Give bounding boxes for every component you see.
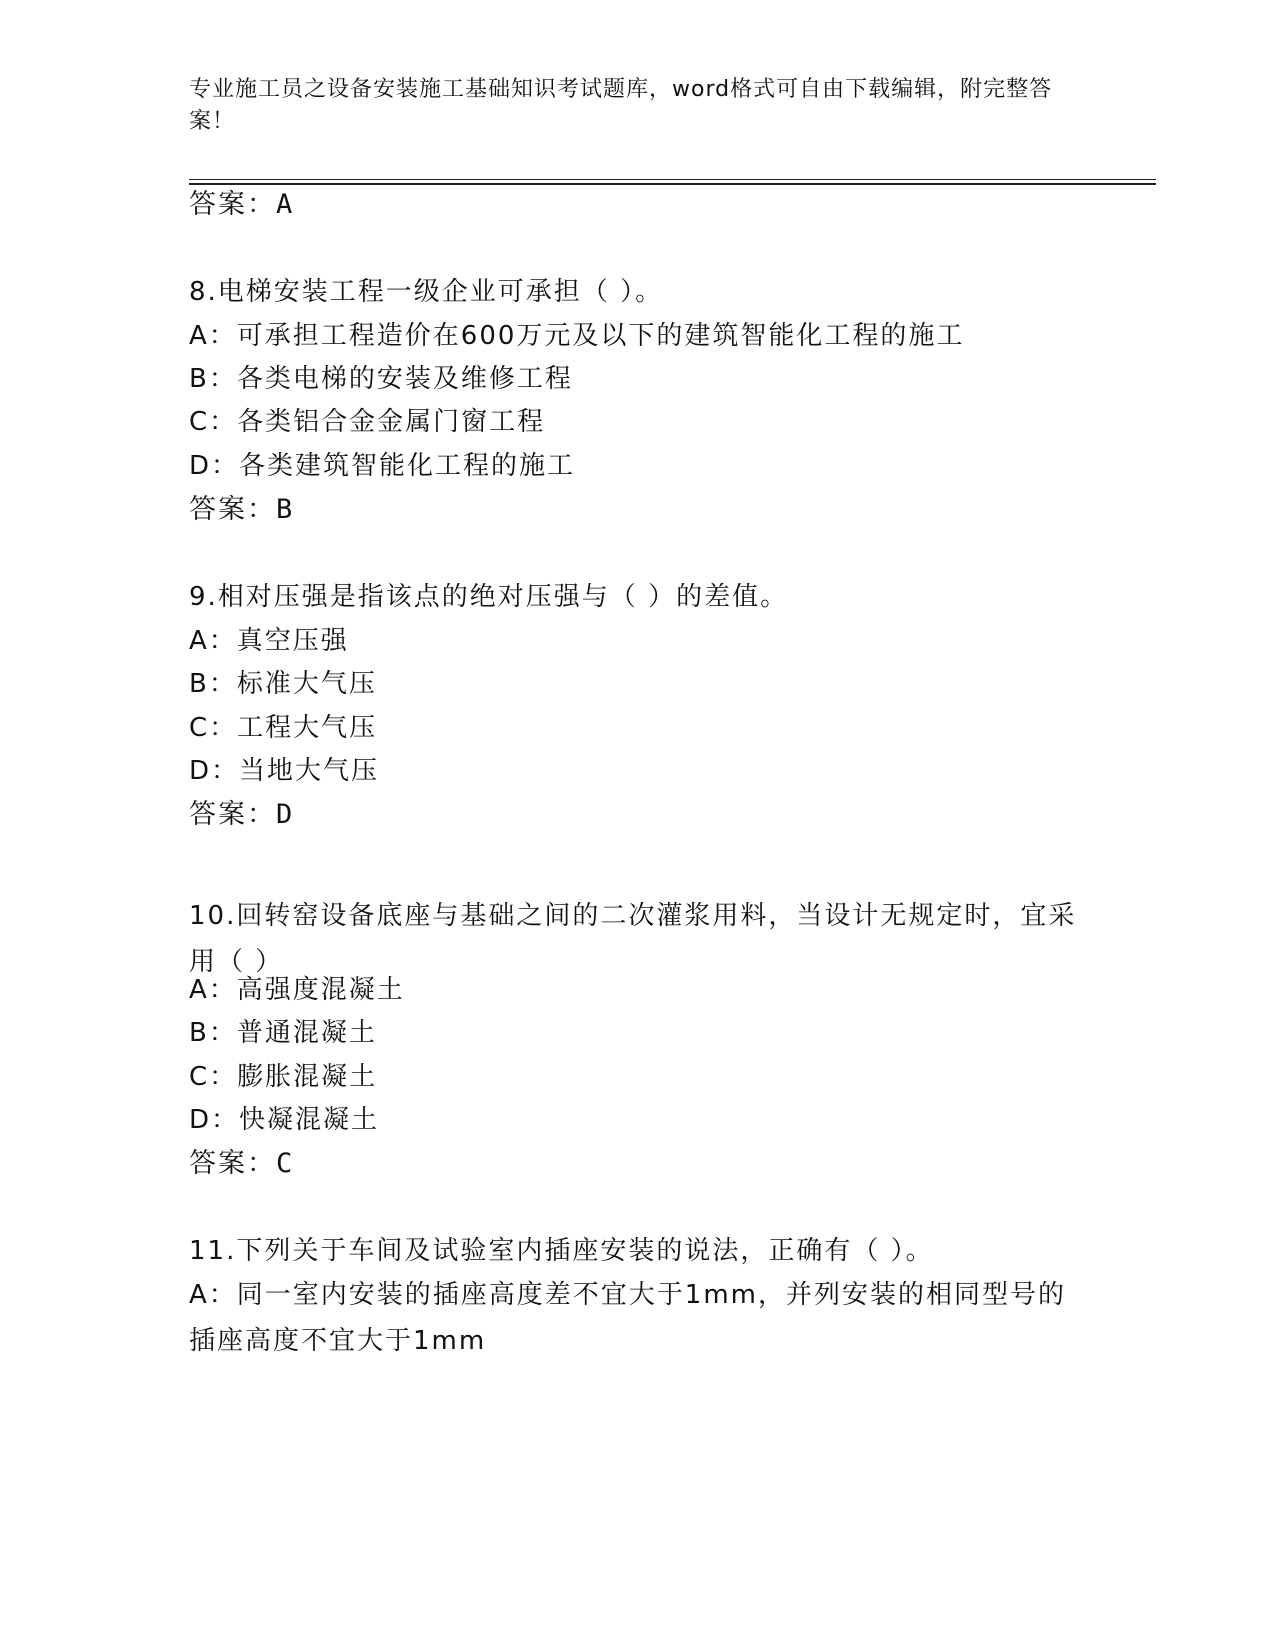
answer-value: A — [276, 189, 293, 220]
option-d: D：快凝混凝土 — [189, 1105, 380, 1135]
header-rule-thick — [189, 183, 1156, 185]
option-a: A：同一室内安装的插座高度差不宜大于1mm，并列安装的相同型号的插座高度不宜大于1mm — [189, 1280, 1066, 1356]
answer-value: C — [276, 1148, 293, 1179]
answer-line — [189, 493, 292, 527]
answer-value: B — [276, 494, 293, 525]
question-stem: 10.回转窑设备底座与基础之间的二次灌浆用料，当设计无规定时，宜采用（ ） — [189, 901, 1077, 977]
question-stem: 9.相对压强是指该点的绝对压强与（ ）的差值。 — [189, 582, 789, 612]
option-a: A：可承担工程造价在600万元及以下的建筑智能化工程的施工 — [189, 321, 965, 351]
question-stem: 8.电梯安装工程一级企业可承担（ ）。 — [189, 277, 664, 307]
option-d: D：各类建筑智能化工程的施工 — [189, 451, 576, 481]
answer-label: 答案： — [189, 189, 276, 220]
answer-value: D — [276, 799, 293, 830]
answer-line — [189, 1147, 292, 1181]
answer-label: 答案： — [189, 799, 276, 830]
answer-line — [189, 798, 292, 832]
option-d: D：当地大气压 — [189, 756, 380, 786]
option-b: B：标准大气压 — [189, 669, 377, 699]
option-c: C：膨胀混凝土 — [189, 1062, 378, 1092]
option-a: A：真空压强 — [189, 626, 349, 656]
document-header: 专业施工员之设备安装施工基础知识考试题库，word格式可自由下载编辑，附完整答案！ — [189, 77, 1053, 134]
option-a: A：高强度混凝土 — [189, 975, 405, 1005]
answer-label: 答案： — [189, 494, 276, 525]
option-b: B：各类电梯的安装及维修工程 — [189, 364, 573, 394]
answer-label: 答案： — [189, 1148, 276, 1179]
question-stem: 11.下列关于车间及试验室内插座安装的说法，正确有（ ）。 — [189, 1236, 934, 1266]
option-c: C：工程大气压 — [189, 713, 378, 743]
option-c: C：各类铝合金金属门窗工程 — [189, 407, 546, 437]
option-b: B：普通混凝土 — [189, 1018, 377, 1048]
answer-line — [189, 188, 292, 222]
header-rule-thin — [189, 179, 1156, 180]
